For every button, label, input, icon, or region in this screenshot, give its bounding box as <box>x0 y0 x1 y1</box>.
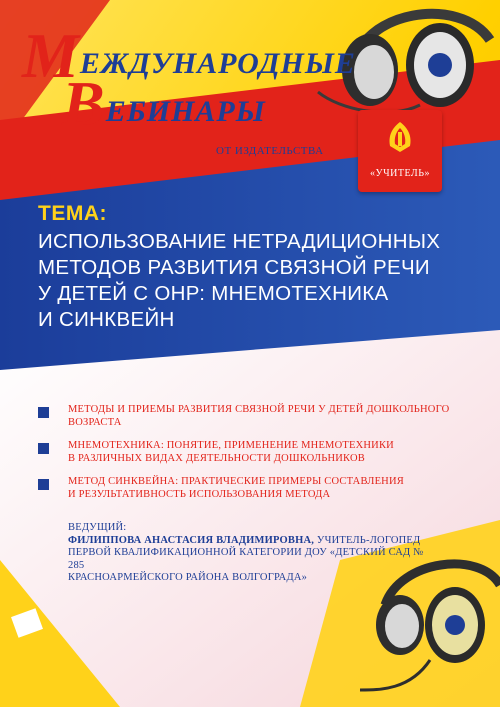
bullet-text: МНЕМОТЕХНИКА: ПОНЯТИЕ, ПРИМЕНЕНИЕ МНЕМОТЕХНИКИ В РАЗЛИЧНЫХ ВИДАХ ДЕЯТЕЛЬНОСТИ ДОШКОЛЬНИКОВ <box>68 440 394 464</box>
title-line-2-rest: ЕБИНАРЫ <box>105 95 266 128</box>
publisher-label: ОТ ИЗДАТЕЛЬСТВА <box>216 145 324 157</box>
presenter-block <box>68 522 428 585</box>
publisher-logo-emblem-icon <box>384 120 416 154</box>
bullet-text: МЕТОД СИНКВЕЙНА: ПРАКТИЧЕСКИЕ ПРИМЕРЫ СОСТАВЛЕНИЯ И РЕЗУЛЬТАТИВНОСТЬ ИСПОЛЬЗОВАНИЯ МЕТОДА <box>68 476 404 500</box>
presenter-affiliation: ПЕРВОЙ КВАЛИФИКАЦИОННОЙ КАТЕГОРИИ ДОУ «ДЕТСКИЙ САД № 285 КРАСНОАРМЕЙСКОГО РАЙОНА ВОЛГОГРАДА» <box>68 547 424 583</box>
title-line-1-rest: ЕЖДУНАРОДНЫЕ <box>79 47 356 80</box>
topic-text: ИСПОЛЬЗОВАНИЕ НЕТРАДИЦИОННЫХ МЕТОДОВ РАЗВИТИЯ СВЯЗНОЙ РЕЧИ У ДЕТЕЙ С ОНР: МНЕМОТЕХНИКА И СИНКВЕЙН <box>38 230 441 331</box>
bullet-square-icon <box>38 479 49 490</box>
title-line-2 <box>62 68 266 139</box>
presenter-label: ВЕДУЩИЙ: <box>68 522 127 533</box>
title-line-2-initial: В <box>62 68 106 139</box>
list-item <box>38 440 468 465</box>
presenter-line-1 <box>68 535 428 548</box>
list-item <box>38 404 468 429</box>
list-item <box>38 476 468 501</box>
presenter-position: УЧИТЕЛЬ-ЛОГОПЕД <box>314 534 421 546</box>
topic-bullet-list <box>38 404 468 512</box>
publisher-logo[interactable] <box>358 110 442 192</box>
presenter-name: ФИЛИППОВА АНАСТАСИЯ ВЛАДИМИРОВНА, <box>68 534 315 546</box>
bullet-square-icon <box>38 407 49 418</box>
bullet-text: МЕТОДЫ И ПРИЕМЫ РАЗВИТИЯ СВЯЗНОЙ РЕЧИ У ДЕТЕЙ ДОШКОЛЬНОГО ВОЗРАСТА <box>68 404 450 428</box>
topic-label: ТЕМА: <box>38 202 107 225</box>
title-line-1-initial: М <box>22 20 80 91</box>
publisher-logo-text: «УЧИТЕЛЬ» <box>370 168 430 179</box>
bullet-square-icon <box>38 443 49 454</box>
